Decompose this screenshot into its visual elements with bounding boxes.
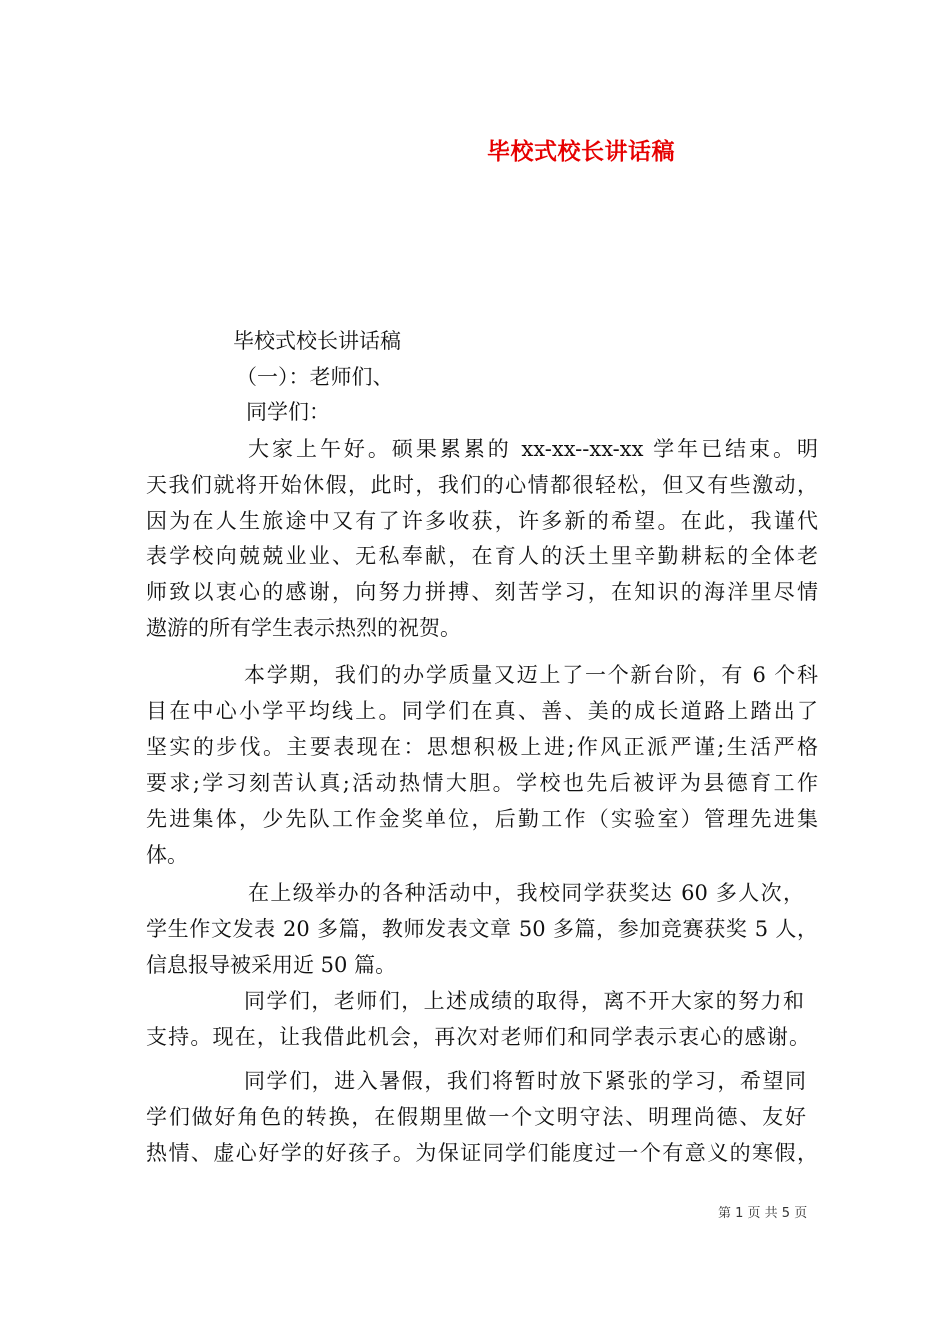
paragraph-line: 信息报导被采用近 50 篇。 [146, 953, 397, 977]
paragraph-line: 支持。现在，让我借此机会，再次对老师们和同学表示衷心的感谢。 [146, 1025, 810, 1049]
paragraph-line: 目在中心小学平均线上。同学们在真、善、美的成长道路上踏出了 [146, 699, 818, 723]
paragraph-line: 学生作文发表 20 多篇，教师发表文章 50 多篇，参加竞赛获奖 5 人， [146, 917, 818, 941]
paragraph-line: 热情、虚心好学的好孩子。为保证同学们能度过一个有意义的寒假， [146, 1141, 818, 1165]
paragraph-line: 同学们，老师们，上述成绩的取得，离不开大家的努力和 [244, 989, 804, 1013]
paragraph-line: 因为在人生旅途中又有了许多收获，许多新的希望。在此，我谨代 [146, 509, 818, 533]
paragraph-line: 体。 [146, 843, 188, 867]
document-title: 毕校式校长讲话稿 [487, 139, 675, 165]
paragraph-line: 先进集体，少先队工作金奖单位，后勤工作（实验室）管理先进集 [146, 807, 818, 831]
paragraph-line: 坚实的步伐。主要表现在：思想积极上进;作风正派严谨;生活严格 [146, 735, 818, 759]
paragraph-line: 本学期，我们的办学质量又迈上了一个新台阶，有 6 个科 [244, 663, 818, 687]
page-number: 第 1 页 共 5 页 [718, 1206, 808, 1221]
paragraph-line: 大家上午好。硕果累累的 xx-xx--xx-xx 学年已结束。明 [248, 437, 818, 461]
paragraph-line: 在上级举办的各种活动中，我校同学获奖达 60 多人次， [248, 881, 804, 905]
paragraph-line: 要求;学习刻苦认真;活动热情大胆。学校也先后被评为县德育工作 [146, 771, 818, 795]
paragraph-line: 同学们，进入暑假，我们将暂时放下紧张的学习，希望同 [244, 1069, 806, 1093]
paragraph-line: 遨游的所有学生表示热烈的祝贺。 [146, 616, 461, 640]
paragraph-line: 学们做好角色的转换，在假期里做一个文明守法、明理尚德、友好 [146, 1105, 806, 1129]
paragraph-line: 师致以衷心的感谢，向努力拼搏、刻苦学习，在知识的海洋里尽情 [146, 580, 818, 604]
section-heading: （一）：老师们、 [236, 365, 394, 389]
paragraph-line: 天我们就将开始休假，此时，我们的心情都很轻松，但又有些激动， [146, 473, 818, 497]
subtitle: 毕校式校长讲话稿 [233, 329, 401, 353]
greeting: 同学们： [246, 400, 330, 424]
paragraph-line: 表学校向兢兢业业、无私奉献，在育人的沃土里辛勤耕耘的全体老 [146, 544, 818, 568]
